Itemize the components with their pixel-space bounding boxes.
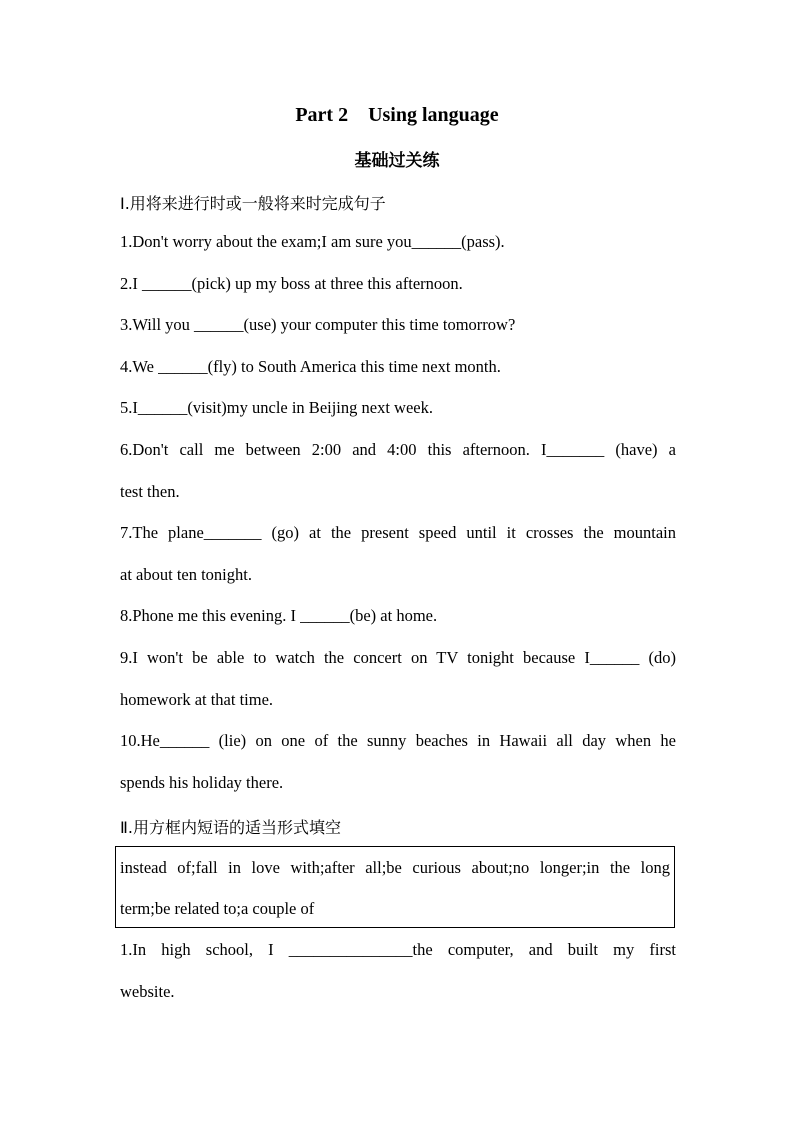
phrase-box <box>115 846 675 928</box>
exercise-line: homework at that time. <box>120 690 274 709</box>
exercise-line: website. <box>120 982 175 1001</box>
section-1-heading: Ⅰ.用将来进行时或一般将来时完成句子 <box>120 194 386 213</box>
page-title: Part 2 Using language <box>295 104 499 126</box>
phrase-box-line: term;be related to;a couple of <box>120 899 315 918</box>
exercise-line: 2.I ______(pick) up my boss at three this afternoon. <box>120 274 463 293</box>
exercise-line: 8.Phone me this evening. I ______(be) at home. <box>120 606 438 625</box>
exercise-line: 7.The plane_______ (go) at the present speed until it crosses the mountain <box>120 523 676 542</box>
exercise-line: 1.In high school, I _______________the computer, and built my first <box>120 940 676 959</box>
section-2-heading: Ⅱ.用方框内短语的适当形式填空 <box>120 818 341 837</box>
exercise-line: 9.I won't be able to watch the concert on TV tonight because I______ (do) <box>120 648 676 667</box>
phrase-box-line: instead of;fall in love with;after all;be curious about;no longer;in the long <box>120 858 670 877</box>
exercise-line: 5.I______(visit)my uncle in Beijing next week. <box>120 398 433 417</box>
exercise-line: spends his holiday there. <box>120 773 284 792</box>
exercise-line: 6.Don't call me between 2:00 and 4:00 this afternoon. I_______ (have) a <box>120 440 676 459</box>
exercise-line: 4.We ______(fly) to South America this time next month. <box>120 357 501 376</box>
page-subtitle: 基础过关练 <box>354 151 440 171</box>
exercise-line: 3.Will you ______(use) your computer this time tomorrow? <box>120 315 516 334</box>
exercise-line: 1.Don't worry about the exam;I am sure you______(pass). <box>120 232 505 251</box>
exercise-line: at about ten tonight. <box>120 565 252 584</box>
exercise-line: 10.He______ (lie) on one of the sunny beaches in Hawaii all day when he <box>120 731 676 750</box>
exercise-line: test then. <box>120 482 180 501</box>
